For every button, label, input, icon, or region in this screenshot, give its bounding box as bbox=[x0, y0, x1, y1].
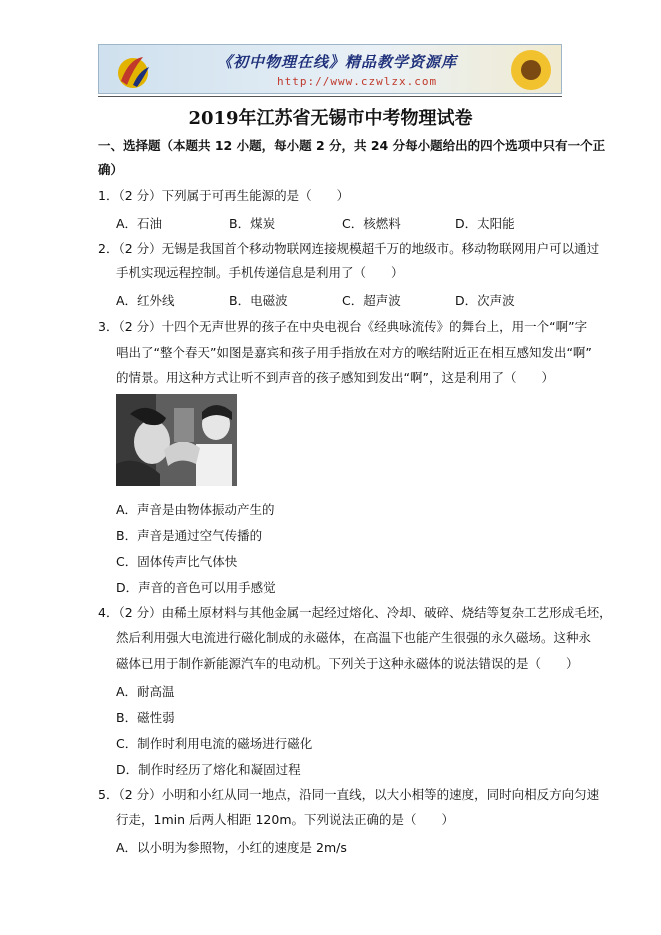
section-heading: 一、选择题（本题共 12 小题，每小题 2 分，共 24 分每小题给出的四个选项中只有一个正 bbox=[98, 138, 606, 153]
q3-option-b: B．声音是通过空气传播的 bbox=[116, 528, 263, 543]
q1-option-d: D．太阳能 bbox=[455, 216, 515, 231]
q1-stem: 1．（2 分）下列属于可再生能源的是（ ） bbox=[98, 188, 350, 203]
page-title: 2019年江苏省无锡市中考物理试卷 bbox=[188, 108, 473, 129]
photo-image bbox=[116, 394, 237, 486]
header-banner bbox=[98, 44, 562, 94]
q4-option-d: D．制作时经历了熔化和凝固过程 bbox=[116, 762, 301, 777]
q5-stem-cont: 行走，1min 后两人相距 120m。下列说法正确的是（ ） bbox=[116, 812, 455, 827]
q4-option-c: C．制作时利用电流的磁场进行磁化 bbox=[116, 736, 313, 751]
q3-stem: 3．（2 分）十四个无声世界的孩子在中央电视台《经典咏流传》的舞台上，用一个“啊”字 bbox=[98, 319, 588, 334]
q3-stem-cont: 唱出了“整个春天”如图是嘉宾和孩子用手指放在对方的喉结附近正在相互感知发出“啊” bbox=[116, 345, 592, 360]
q4-option-b: B．磁性弱 bbox=[116, 710, 175, 725]
q2-stem: 2．（2 分）无锡是我国首个移动物联网连接规模超千万的地级市。移动物联网用户可以通过 bbox=[98, 241, 600, 256]
header-divider bbox=[98, 96, 562, 97]
q5-stem: 5．（2 分）小明和小红从同一地点，沿同一直线，以大小相等的速度，同时向相反方向匀速 bbox=[98, 787, 600, 802]
q2-option-c: C．超声波 bbox=[342, 293, 401, 308]
q2-option-b: B．电磁波 bbox=[229, 293, 288, 308]
logo-icon bbox=[113, 51, 153, 91]
q4-stem-cont2: 磁体已用于制作新能源汽车的电动机。下列关于这种永磁体的说法错误的是（ ） bbox=[116, 656, 579, 671]
q4-stem-cont: 然后利用强大电流进行磁化制成的永磁体，在高温下也能产生很强的永久磁场。这种永 bbox=[116, 630, 592, 645]
q1-option-b: B．煤炭 bbox=[229, 216, 276, 231]
banner-url: http://www.czwlzx.com bbox=[277, 75, 438, 88]
q1-option-c: C．核燃料 bbox=[342, 216, 401, 231]
q3-option-c: C．固体传声比气体快 bbox=[116, 554, 238, 569]
sunflower-icon bbox=[505, 47, 557, 93]
q1-option-a: A．石油 bbox=[116, 216, 163, 231]
q3-stem-cont2: 的情景。用这种方式让听不到声音的孩子感知到发出“啊”，这是利用了（ ） bbox=[116, 370, 554, 385]
q3-option-d: D．声音的音色可以用手感觉 bbox=[116, 580, 276, 595]
q2-option-d: D．次声波 bbox=[455, 293, 515, 308]
q2-stem-cont: 手机实现远程控制。手机传递信息是利用了（ ） bbox=[116, 265, 404, 280]
q2-option-a: A．红外线 bbox=[116, 293, 175, 308]
q3-photo bbox=[116, 394, 237, 486]
q4-stem: 4．（2 分）由稀土原材料与其他金属一起经过熔化、冷却、破碎、烧结等复杂工艺形成毛坯， bbox=[98, 605, 612, 620]
q3-option-a: A．声音是由物体振动产生的 bbox=[116, 502, 275, 517]
q4-option-a: A．耐高温 bbox=[116, 684, 175, 699]
section-heading-cont: 确） bbox=[98, 162, 124, 177]
banner-title: 《初中物理在线》精品教学资源库 bbox=[217, 53, 458, 71]
q5-option-a: A．以小明为参照物，小红的速度是 2m/s bbox=[116, 840, 347, 855]
